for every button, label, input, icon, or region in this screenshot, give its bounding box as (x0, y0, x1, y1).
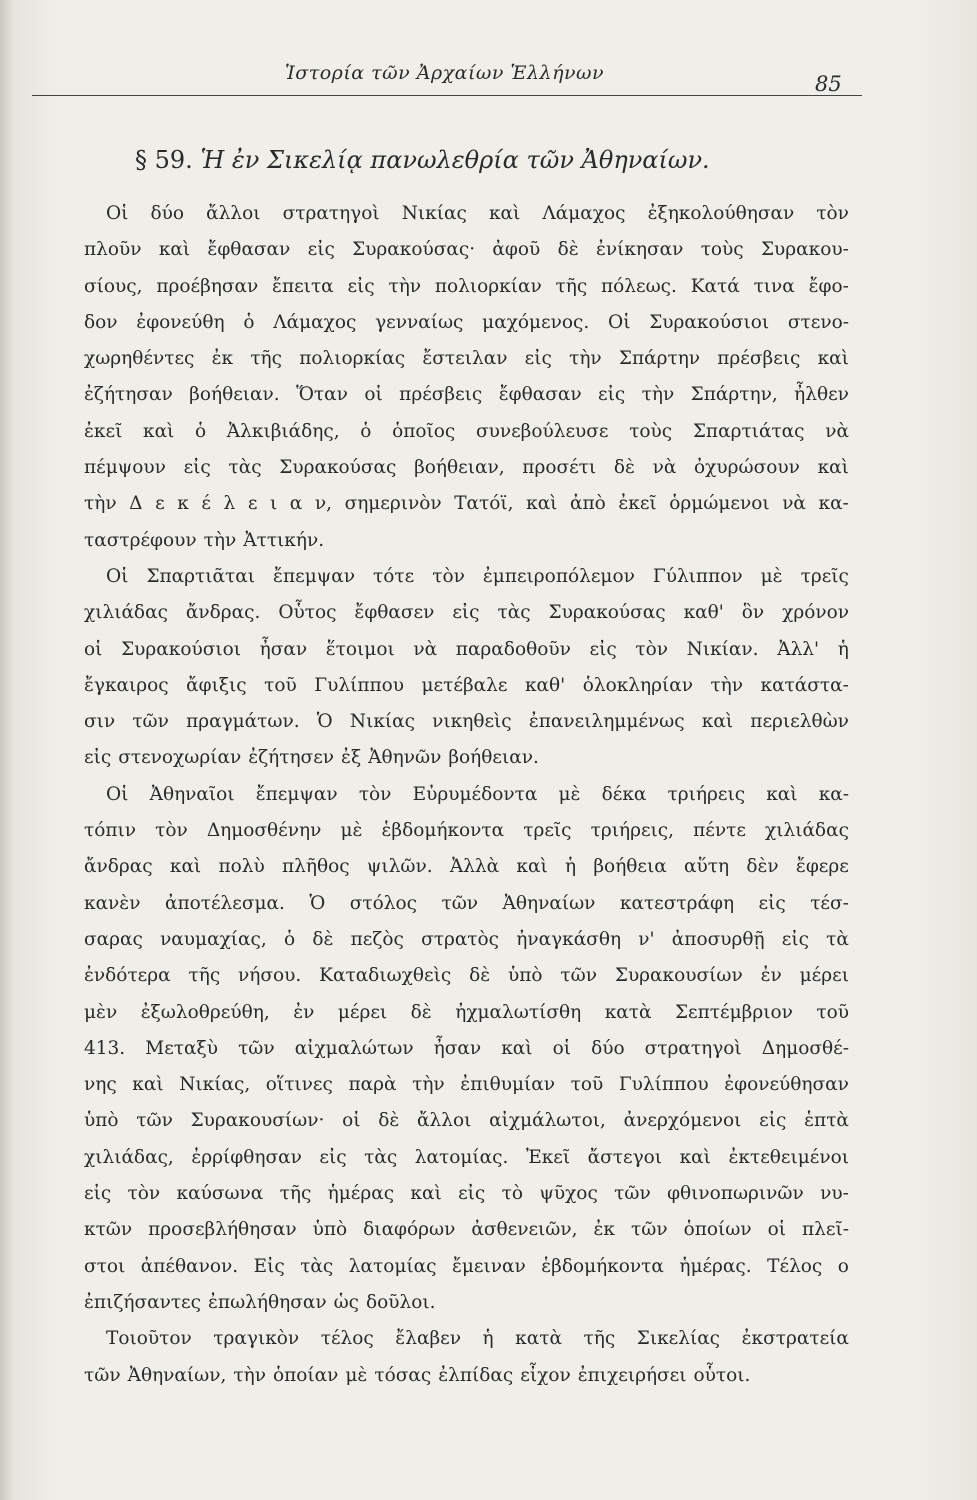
text-line: Οἱ Σπαρτιᾶται ἔπεμψαν τότε τὸν ἐμπειροπόλεμον Γύλιππον μὲ τρεῖς (106, 565, 849, 587)
text-line: ἐζήτησαν βοήθειαν. Ὅταν οἱ πρέσβεις ἔφθασαν εἰς τὴν Σπάρτην, ἦλθεν (84, 384, 849, 406)
text-line: σίους, προέβησαν ἔπειτα εἰς τὴν πολιορκίαν τῆς πόλεως. Κατά τινα ἔφο- (84, 275, 849, 297)
page-binding-edge (0, 0, 14, 1500)
section-number: § 59. (135, 146, 193, 174)
text-line: ἐπιζήσαντες ἐπωλήθησαν ὡς δοῦλοι. (84, 1291, 436, 1313)
section-heading (135, 146, 710, 174)
text-line: χιλιάδας, ἐρρίφθησαν εἰς τὰς λατομίας. Ἐκεῖ ἄστεγοι καὶ ἐκτεθειμένοι (84, 1146, 849, 1168)
text-line: τόπιν τὸν Δημοσθένην μὲ ἑβδομήκοντα τρεῖς τριήρεις, πέντε χιλιάδας (84, 820, 849, 842)
text-line: νης καὶ Νικίας, οἵτινες παρὰ τὴν ἐπιθυμίαν τοῦ Γυλίππου ἐφονεύθησαν (84, 1074, 849, 1096)
text-line: κανὲν ἀποτέλεσμα. Ὁ στόλος τῶν Ἀθηναίων κατεστράφη εἰς τέσ- (84, 892, 849, 914)
text-line: ἄνδρας καὶ πολὺ πλῆθος ψιλῶν. Ἀλλὰ καὶ ἡ βοήθεια αὕτη δὲν ἔφερε (84, 856, 849, 878)
text-line: ὑπὸ τῶν Συρακουσίων· οἱ δὲ ἄλλοι αἰχμάλωτοι, ἀνερχόμενοι εἰς ἑπτὰ (84, 1110, 849, 1132)
text-line: δον ἐφονεύθη ὁ Λάμαχος γενναίως μαχόμενος. Οἱ Συρακούσιοι στενο- (84, 311, 849, 333)
text-line: ταστρέφουν τὴν Ἀττικήν. (84, 529, 325, 551)
text-line: ἐκεῖ καὶ ὁ Ἀλκιβιάδης, ὁ ὁποῖος συνεβούλευσε τοὺς Σπαρτιάτας νὰ (84, 420, 849, 442)
text-line: ἐνδότερα τῆς νήσου. Καταδιωχθεὶς δὲ ὑπὸ τῶν Συρακουσίων ἐν μέρει (84, 965, 849, 987)
text-line: χιλιάδας ἄνδρας. Οὗτος ἔφθασεν εἰς τὰς Συρακούσας καθ' ὃν χρόνον (84, 602, 849, 624)
section-title: Ἡ ἐν Σικελίᾳ πανωλεθρία τῶν Ἀθηναίων. (200, 146, 710, 174)
running-title: Ἱστορία τῶν Ἀρχαίων Ἑλλήνων (285, 62, 605, 84)
text-line: σαρας ναυμαχίας, ὁ δὲ πεζὸς στρατὸς ἠναγκάσθη ν' ἀποσυρθῇ εἰς τὰ (84, 928, 849, 950)
text-line: 413. Μεταξὺ τῶν αἰχμαλώτων ἦσαν καὶ οἱ δύο στρατηγοὶ Δημοσθέ- (84, 1037, 849, 1059)
text-line: Οἱ δύο ἄλλοι στρατηγοὶ Νικίας καὶ Λάμαχος ἐξηκολούθησαν τὸν (106, 203, 849, 224)
text-line: Οἱ Ἀθηναῖοι ἔπεμψαν τὸν Εὐρυμέδοντα μὲ δέκα τριήρεις καὶ κα- (106, 783, 849, 805)
header-rule (32, 95, 862, 96)
text-line: εἰς στενοχωρίαν ἐζήτησεν ἐξ Ἀθηνῶν βοήθειαν. (84, 747, 539, 769)
text-line: εἰς τὸν καύσωνα τῆς ἡμέρας καὶ εἰς τὸ ψῦχος τῶν φθινοπωρινῶν νυ- (84, 1183, 849, 1205)
page-number: 85 (815, 72, 842, 96)
text-line: τῶν Ἀθηναίων, τὴν ὁποίαν μὲ τόσας ἐλπίδας εἶχον ἐπιχειρήσει οὗτοι. (84, 1364, 751, 1386)
body-text (84, 196, 849, 1394)
text-line: στοι ἀπέθανον. Εἰς τὰς λατομίας ἔμειναν ἑβδομήκοντα ἡμέρας. Τέλος ο (84, 1255, 849, 1277)
page-header (0, 60, 977, 100)
text-line: πέμψουν εἰς τὰς Συρακούσας βοήθειαν, προσέτι δὲ νὰ ὀχυρώσουν καὶ (84, 457, 849, 479)
text-line: χωρηθέντες ἐκ τῆς πολιορκίας ἔστειλαν εἰς τὴν Σπάρτην πρέσβεις καὶ (84, 348, 849, 370)
text-line: μὲν ἐξωλοθρεύθη, ἐν μέρει δὲ ἠχμαλωτίσθη κατὰ Σεπτέμβριον τοῦ (84, 1001, 849, 1023)
text-line: Τοιοῦτον τραγικὸν τέλος ἔλαβεν ἡ κατὰ τῆς Σικελίας ἐκστρατεία (106, 1328, 849, 1350)
text-line: οἱ Συρακούσιοι ἦσαν ἕτοιμοι νὰ παραδοθοῦν εἰς τὸν Νικίαν. Ἀλλ' ἡ (84, 638, 849, 660)
text-line: σιν τῶν πραγμάτων. Ὁ Νικίας νικηθεὶς ἐπανειλημμένως καὶ περιελθὼν (84, 711, 849, 733)
text-line: ἔγκαιρος ἄφιξις τοῦ Γυλίππου μετέβαλε καθ' ὁλοκληρίαν τὴν κατάστα- (84, 674, 849, 696)
text-line: πλοῦν καὶ ἔφθασαν εἰς Συρακούσας· ἀφοῦ δὲ ἐνίκησαν τοὺς Συρακου- (84, 239, 849, 261)
text-line: κτῶν προσεβλήθησαν ὑπὸ διαφόρων ἀσθενειῶν, ἐκ τῶν ὁποίων οἱ πλεῖ- (84, 1219, 849, 1241)
text-line: τὴν Δ ε κ έ λ ε ι α ν, σημερινὸν Τατόϊ, καὶ ἀπὸ ἐκεῖ ὁρμώμενοι νὰ κα- (84, 493, 849, 515)
